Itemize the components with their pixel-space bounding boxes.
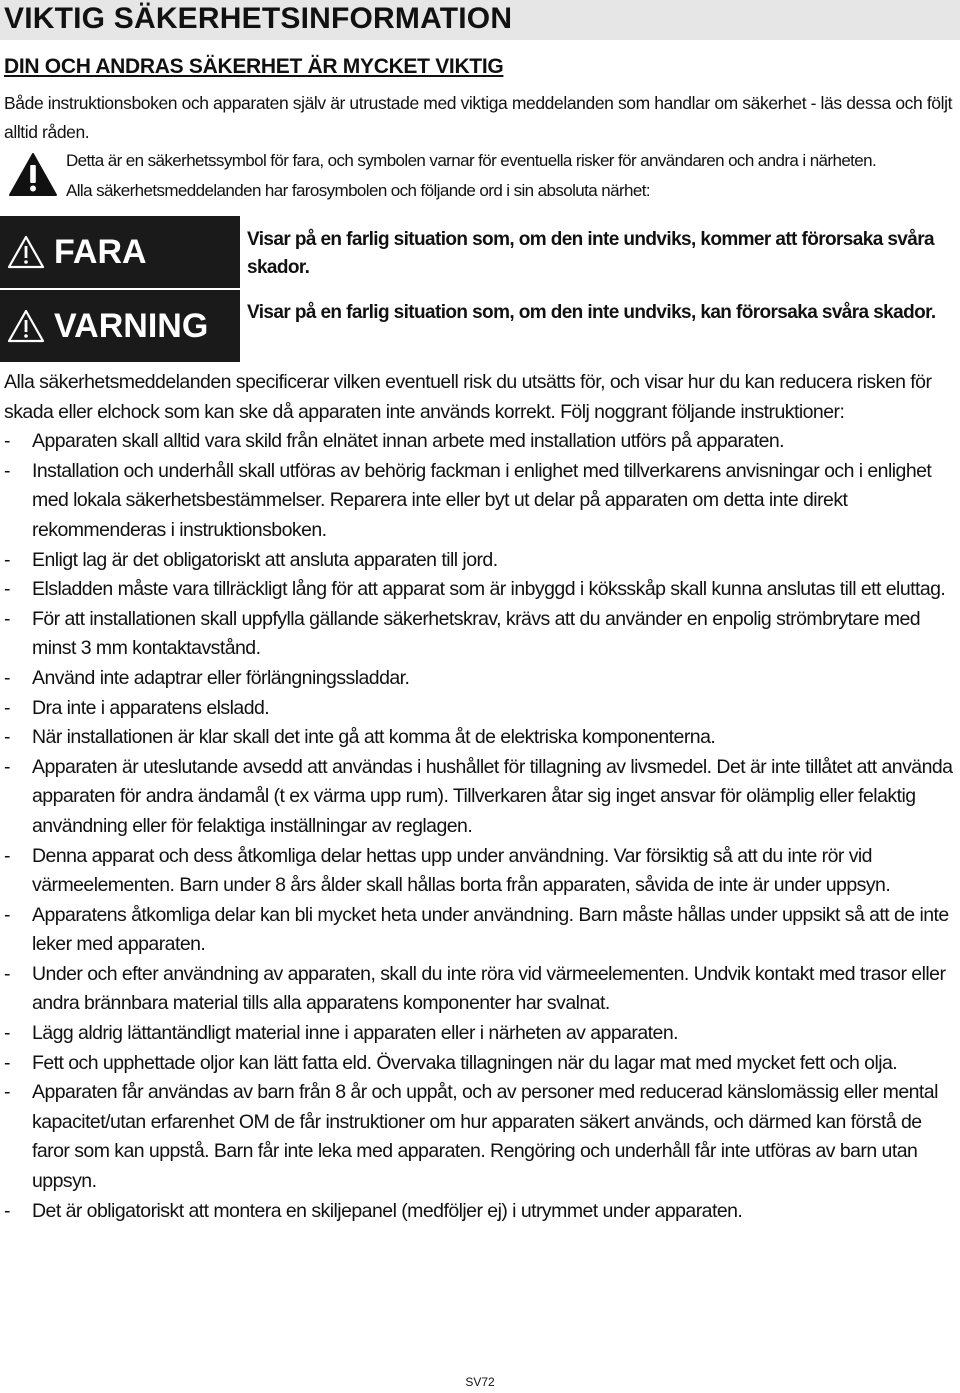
- signal-description-fara: Visar på en farlig situation som, om den inte undviks, kommer att förorsaka svåra skador.: [247, 229, 935, 278]
- title-band: [0, 0, 960, 40]
- intro-paragraph: Både instruktionsboken och apparaten själv är utrustade med viktiga meddelanden som handlar om säkerhet - läs dessa och följt alltid råden.: [4, 93, 953, 142]
- warning-triangle-icon: [8, 152, 58, 198]
- list-item: [4, 723, 956, 753]
- list-item: [4, 427, 956, 457]
- list-item: [4, 901, 956, 960]
- list-item-text: Enligt lag är det obligatoriskt att ansluta apparaten till jord.: [32, 548, 498, 571]
- list-item-text: Elsladden måste vara tillräckligt lång för att apparat som är inbyggd i köksskåp skall kunna anslutas till ett eluttag.: [32, 578, 946, 601]
- warning-triangle-icon: [6, 308, 46, 344]
- signal-box-fara: [0, 216, 240, 288]
- list-item-text: Fett och upphettade oljor kan lätt fatta eld. Övervaka tillagningen när du lagar mat med mycket fett och olja.: [32, 1051, 898, 1074]
- instruction-list: [4, 427, 956, 1226]
- bullet-dash: -: [4, 459, 10, 482]
- bullet-dash: -: [4, 903, 10, 926]
- list-item-text: Apparatens åtkomliga delar kan bli mycket heta under användning. Barn måste hållas under uppsikt så att de inte leker med apparaten.: [32, 903, 949, 956]
- bullet-dash: -: [4, 755, 10, 778]
- safety-symbol-info: [0, 148, 960, 214]
- list-item: [4, 664, 956, 694]
- list-item-text: Installation och underhåll skall utföras av behörig fackman i enlighet med tillverkarens anvisningar och i enlighet med lokala säkerhetsbestämmelser. Reparera inte eller byt ut delar på apparaten om detta inte direkt rekommenderas i instruktionsboken.: [32, 459, 932, 541]
- symbol-notice: Alla säkerhetsmeddelanden har farosymbolen och följande ord i sin absoluta närhet:: [66, 181, 650, 200]
- bullet-dash: -: [4, 607, 10, 630]
- bullet-dash: -: [4, 1051, 10, 1074]
- list-item: [4, 457, 956, 546]
- bullet-dash: -: [4, 430, 10, 453]
- bullet-dash: -: [4, 1199, 10, 1222]
- list-item-text: Apparaten får användas av barn från 8 år och uppåt, och av personer med reducerad känslomässig eller mental kapacitet/utan erfarenhet OM de får instruktioner om hur apparaten säkert används, och därmed kan förstå de faror som kan uppstå. Barn får inte leka med apparaten. Rengöring och underhåll får inte utföras av barn utan uppsyn.: [32, 1081, 938, 1193]
- signal-word-fara: FARA: [54, 233, 147, 271]
- bullet-dash: -: [4, 1081, 10, 1104]
- list-item-text: Apparaten är uteslutande avsedd att användas i hushållet för tillagning av livsmedel. Det är inte tillåtet att använda apparaten för andra ändamål (t ex värma upp rum). Tillverkaren åtar sig inget ansvar för olämplig eller felaktig användning eller för felaktiga inställningar av reglagen.: [32, 755, 953, 837]
- warning-triangle-icon: [6, 234, 46, 270]
- list-item-text: Använd inte adaptrar eller förlängningssladdar.: [32, 666, 410, 689]
- page-number: SV72: [465, 1375, 495, 1389]
- list-item-text: Lägg aldrig lättantändligt material inne i apparaten eller i närheten av apparaten.: [32, 1022, 678, 1045]
- signal-word-varning: VARNING: [54, 307, 209, 345]
- general-paragraph: Alla säkerhetsmeddelanden specificerar vilken eventuell risk du utsätts för, och visar hur du kan reducera risken för skada eller elchock som kan ske då apparaten inte används korrekt. Följ noggrant följande instruktioner:: [4, 371, 932, 423]
- safety-instructions: [4, 368, 956, 1226]
- list-item-text: För att installationen skall uppfylla gällande säkerhetskrav, krävs att du använder en enpolig strömbrytare med minst 3 mm kontaktavstånd.: [32, 607, 921, 660]
- bullet-dash: -: [4, 962, 10, 985]
- bullet-dash: -: [4, 844, 10, 867]
- bullet-dash: -: [4, 696, 10, 719]
- list-item-text: Apparaten skall alltid vara skild från elnätet innan arbete med installation utförs på apparaten.: [32, 430, 785, 453]
- list-item: [4, 1049, 956, 1079]
- list-item-text: Under och efter användning av apparaten, skall du inte röra vid värmeelementen. Undvik kontakt med trasor eller andra brännbara material tills alla apparatens komponenter har svalnat.: [32, 962, 946, 1015]
- list-item-text: Denna apparat och dess åtkomliga delar hettas upp under användning. Var försiktig så att du inte rör vid värmeelementen. Barn under 8 års ålder skall hållas borta från apparaten, såvida de inte är under uppsyn.: [32, 844, 891, 897]
- list-item: [4, 1019, 956, 1049]
- bullet-dash: -: [4, 1022, 10, 1045]
- bullet-dash: -: [4, 578, 10, 601]
- list-item-text: När installationen är klar skall det inte gå att komma åt de elektriska komponenterna.: [32, 726, 716, 749]
- list-item-text: Det är obligatoriskt att montera en skiljepanel (medföljer ej) i utrymmet under apparaten.: [32, 1199, 743, 1222]
- bullet-dash: -: [4, 726, 10, 749]
- section-subtitle: DIN OCH ANDRAS SÄKERHET ÄR MYCKET VIKTIG: [4, 55, 504, 78]
- list-item: [4, 753, 956, 842]
- page-title: VIKTIG SÄKERHETSINFORMATION: [4, 2, 513, 35]
- bullet-dash: -: [4, 548, 10, 571]
- symbol-description: Detta är en säkerhetssymbol för fara, och symbolen varnar för eventuella risker för användaren och andra i närheten.: [66, 151, 877, 170]
- list-item: [4, 1078, 956, 1196]
- list-item: [4, 546, 956, 576]
- list-item: [4, 842, 956, 901]
- list-item: [4, 605, 956, 664]
- list-item: [4, 575, 956, 605]
- signal-description-varning: Visar på en farlig situation som, om den inte undviks, kan förorsaka svåra skador.: [247, 302, 936, 323]
- bullet-dash: -: [4, 666, 10, 689]
- list-item: [4, 960, 956, 1019]
- list-item-text: Dra inte i apparatens elsladd.: [32, 696, 270, 719]
- signal-box-varning: [0, 290, 240, 362]
- list-item: [4, 694, 956, 724]
- list-item: [4, 1197, 956, 1227]
